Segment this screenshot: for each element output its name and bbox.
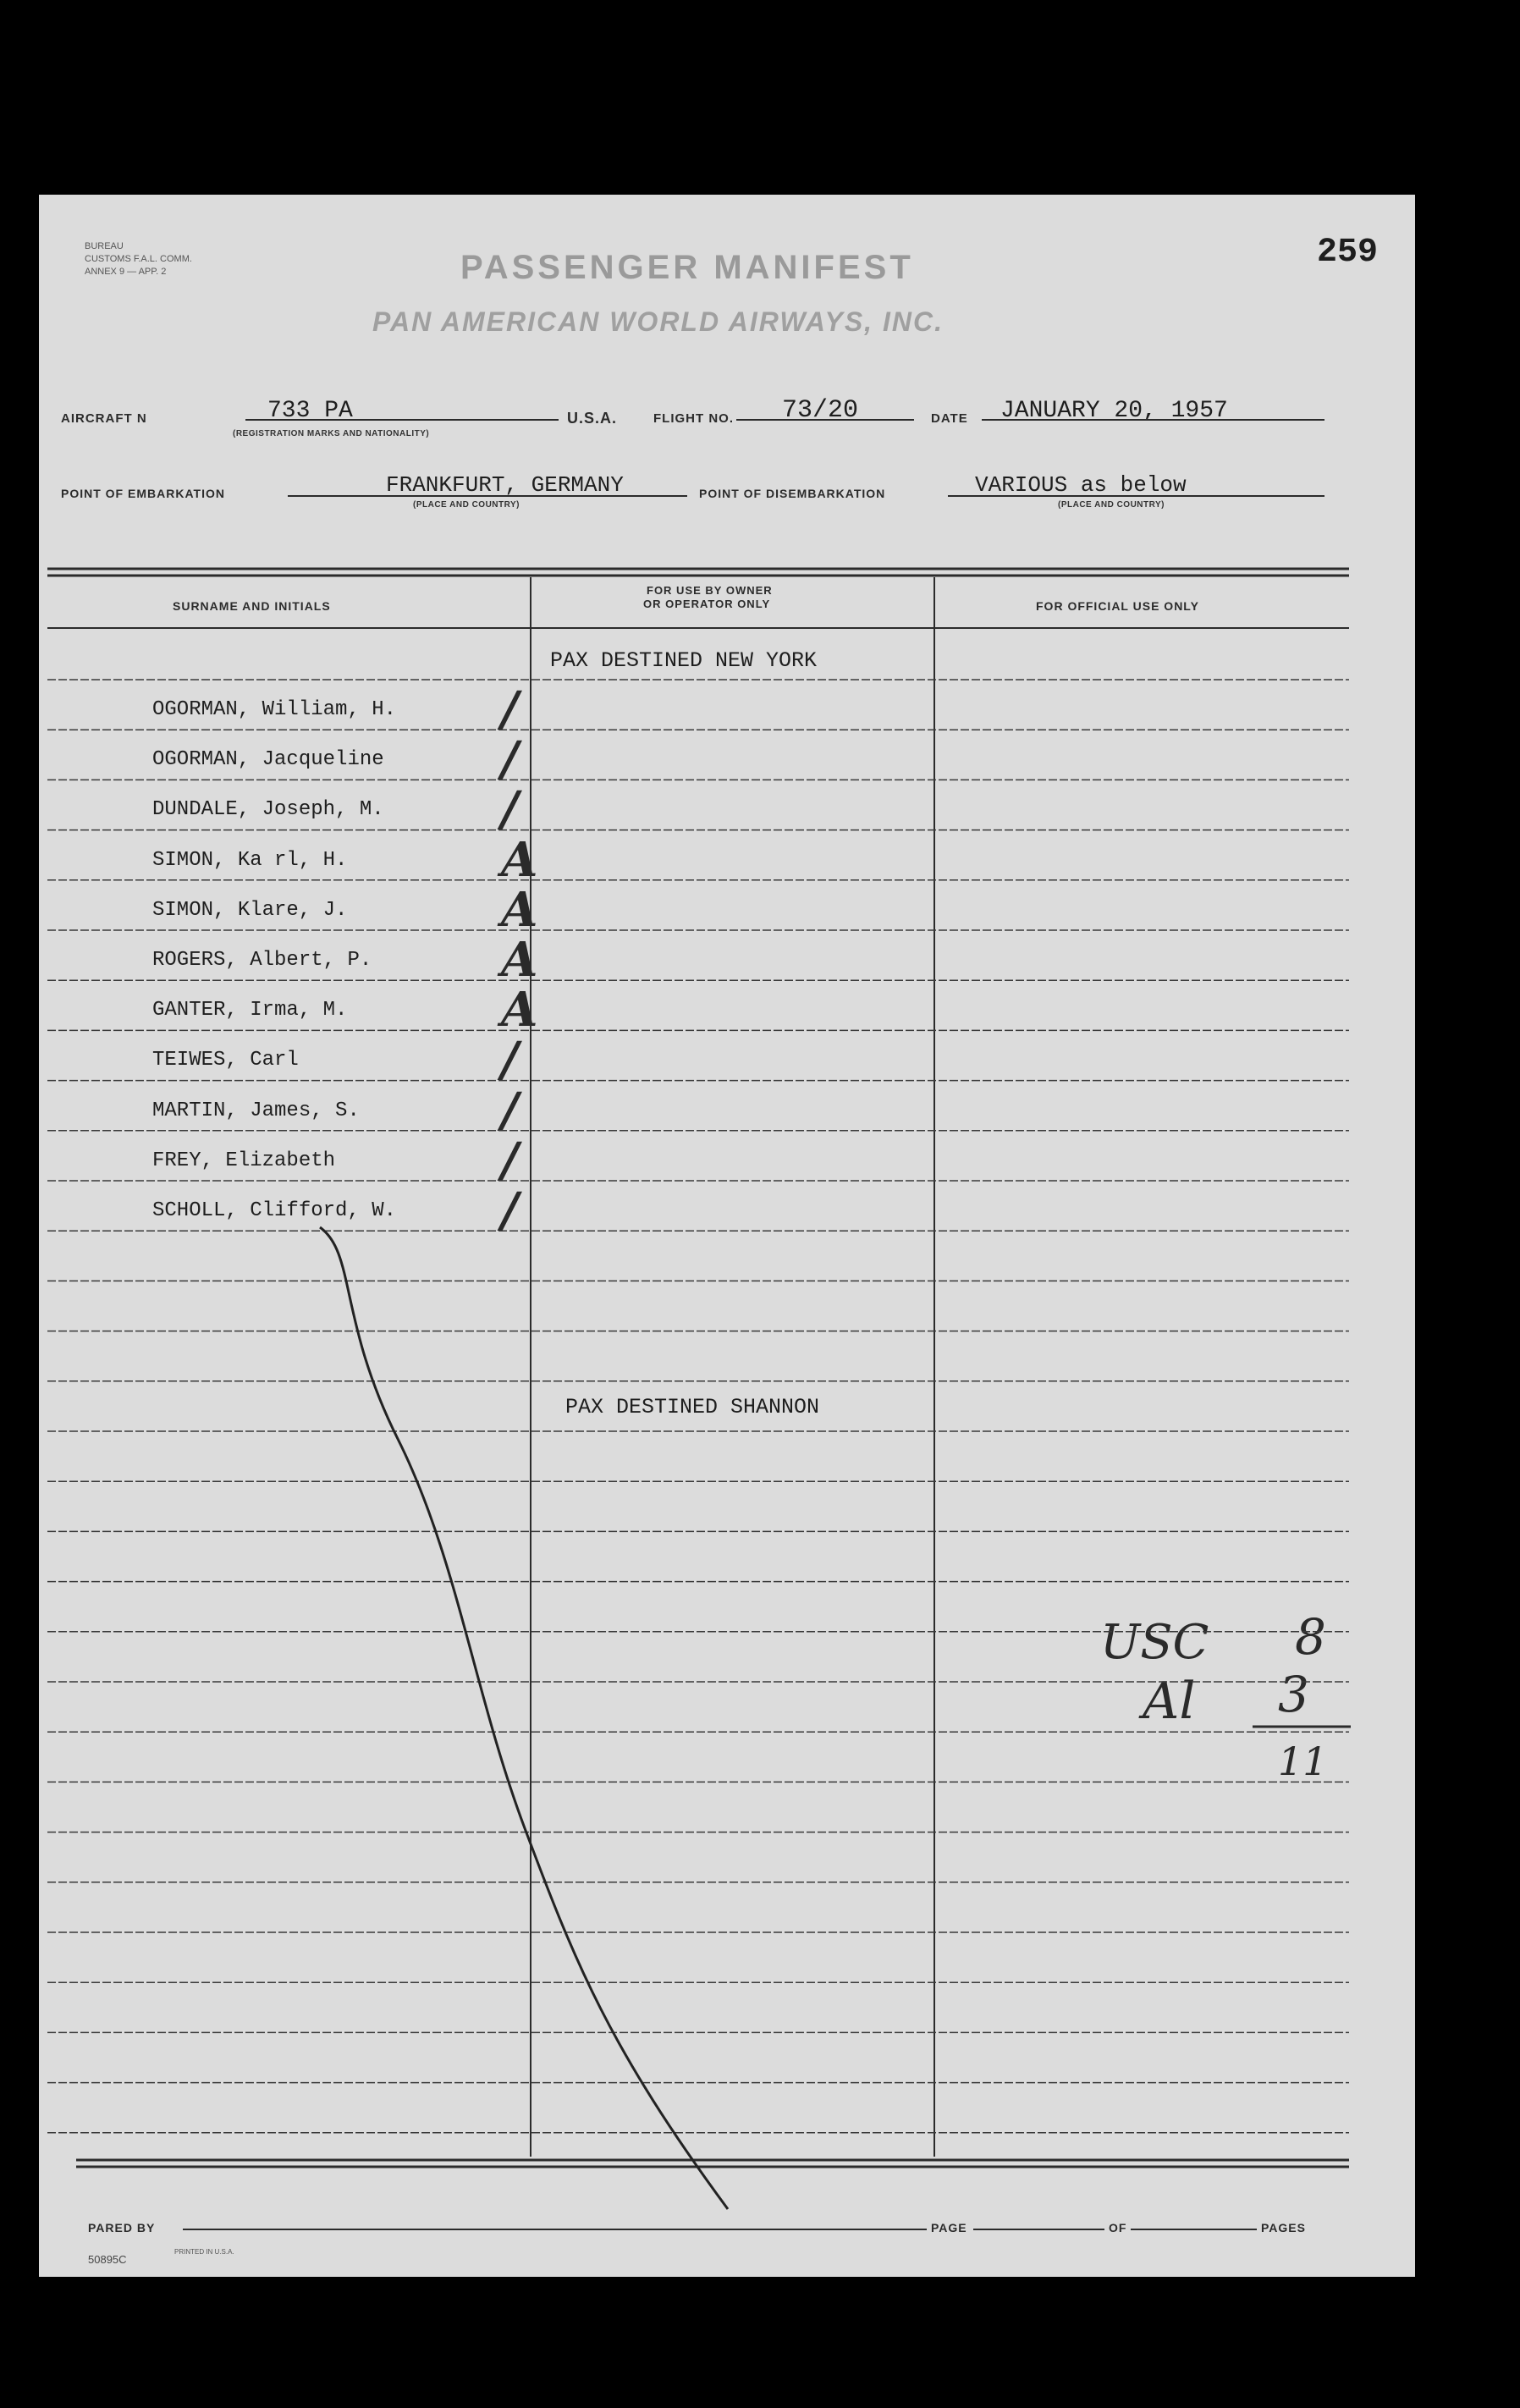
pages-label: PAGES [1261,2221,1306,2234]
flight-label: FLIGHT NO. [653,411,734,426]
passenger-name: GANTER, Irma, M. [152,999,348,1022]
section-new-york: PAX DESTINED NEW YORK [550,648,818,673]
date-label: DATE [931,411,968,426]
printed-note: PRINTED IN U.S.A. [174,2248,234,2256]
passenger-name: ROGERS, Albert, P. [152,949,372,972]
usa-label: U.S.A. [567,410,618,427]
tally-al-label: Al [1143,1672,1196,1731]
check-mark: A [501,881,538,938]
aircraft-value: 733 PA [267,398,353,424]
check-mark: / [501,781,519,838]
tally-usc-value: 8 [1295,1608,1326,1666]
of-label: OF [1109,2221,1127,2234]
manifest-title: PASSENGER MANIFEST [460,249,914,286]
tally-total: 11 [1278,1738,1328,1784]
passenger-name: MARTIN, James, S. [152,1099,360,1122]
bureau-note: BUREAU [85,241,124,251]
official-column-header: FOR OFFICIAL USE ONLY [1036,599,1199,613]
flight-value: 73/20 [782,396,859,425]
disembarkation-value: VARIOUS as below [975,472,1187,498]
disembarkation-label: POINT OF DISEMBARKATION [699,487,886,500]
page-label: PAGE [931,2221,967,2234]
customs-note: CUSTOMS F.A.L. COMM. [85,254,192,264]
date-value: JANUARY 20, 1957 [1000,398,1228,424]
check-mark: A [501,932,538,988]
owner-column-header-2: OR OPERATOR ONLY [643,598,771,610]
tally-al-value: 3 [1278,1666,1309,1723]
embarkation-value: FRANKFURT, GERMANY [386,472,624,498]
page-stamp: 259 [1317,234,1379,272]
surname-column-header: SURNAME AND INITIALS [173,599,331,613]
check-mark: / [501,1132,519,1188]
check-mark: / [501,1082,519,1138]
owner-column-header-1: FOR USE BY OWNER [647,584,773,597]
passenger-name: SIMON, Ka rl, H. [152,848,348,872]
check-mark: / [501,1032,519,1088]
embarkation-label: POINT OF EMBARKATION [61,487,225,500]
prepared-by-label: PARED BY [88,2221,156,2234]
passenger-name: DUNDALE, Joseph, M. [152,798,384,822]
tally-usc-label: USC [1100,1615,1209,1670]
check-mark: / [501,681,519,737]
embarkation-caption: (PLACE AND COUNTRY) [413,500,520,510]
check-mark: / [501,731,519,788]
passenger-name: TEIWES, Carl [152,1049,299,1072]
section-shannon: PAX DESTINED SHANNON [565,1395,820,1419]
passenger-name: OGORMAN, William, H. [152,698,397,721]
aircraft-caption: (REGISTRATION MARKS AND NATIONALITY) [233,429,430,438]
check-mark: A [501,831,538,888]
disembarkation-caption: (PLACE AND COUNTRY) [1058,500,1165,510]
check-mark: / [501,1182,519,1238]
form-number: 50895C [88,2253,127,2266]
passenger-name: SCHOLL, Clifford, W. [152,1199,397,1222]
check-mark: A [501,982,538,1039]
carrier-name: PAN AMERICAN WORLD AIRWAYS, INC. [372,306,944,337]
aircraft-label: AIRCRAFT N [61,411,147,426]
annex-note: ANNEX 9 — APP. 2 [85,267,167,277]
passenger-name: SIMON, Klare, J. [152,898,348,922]
passenger-name: FREY, Elizabeth [152,1149,336,1172]
passenger-name: OGORMAN, Jacqueline [152,748,384,772]
